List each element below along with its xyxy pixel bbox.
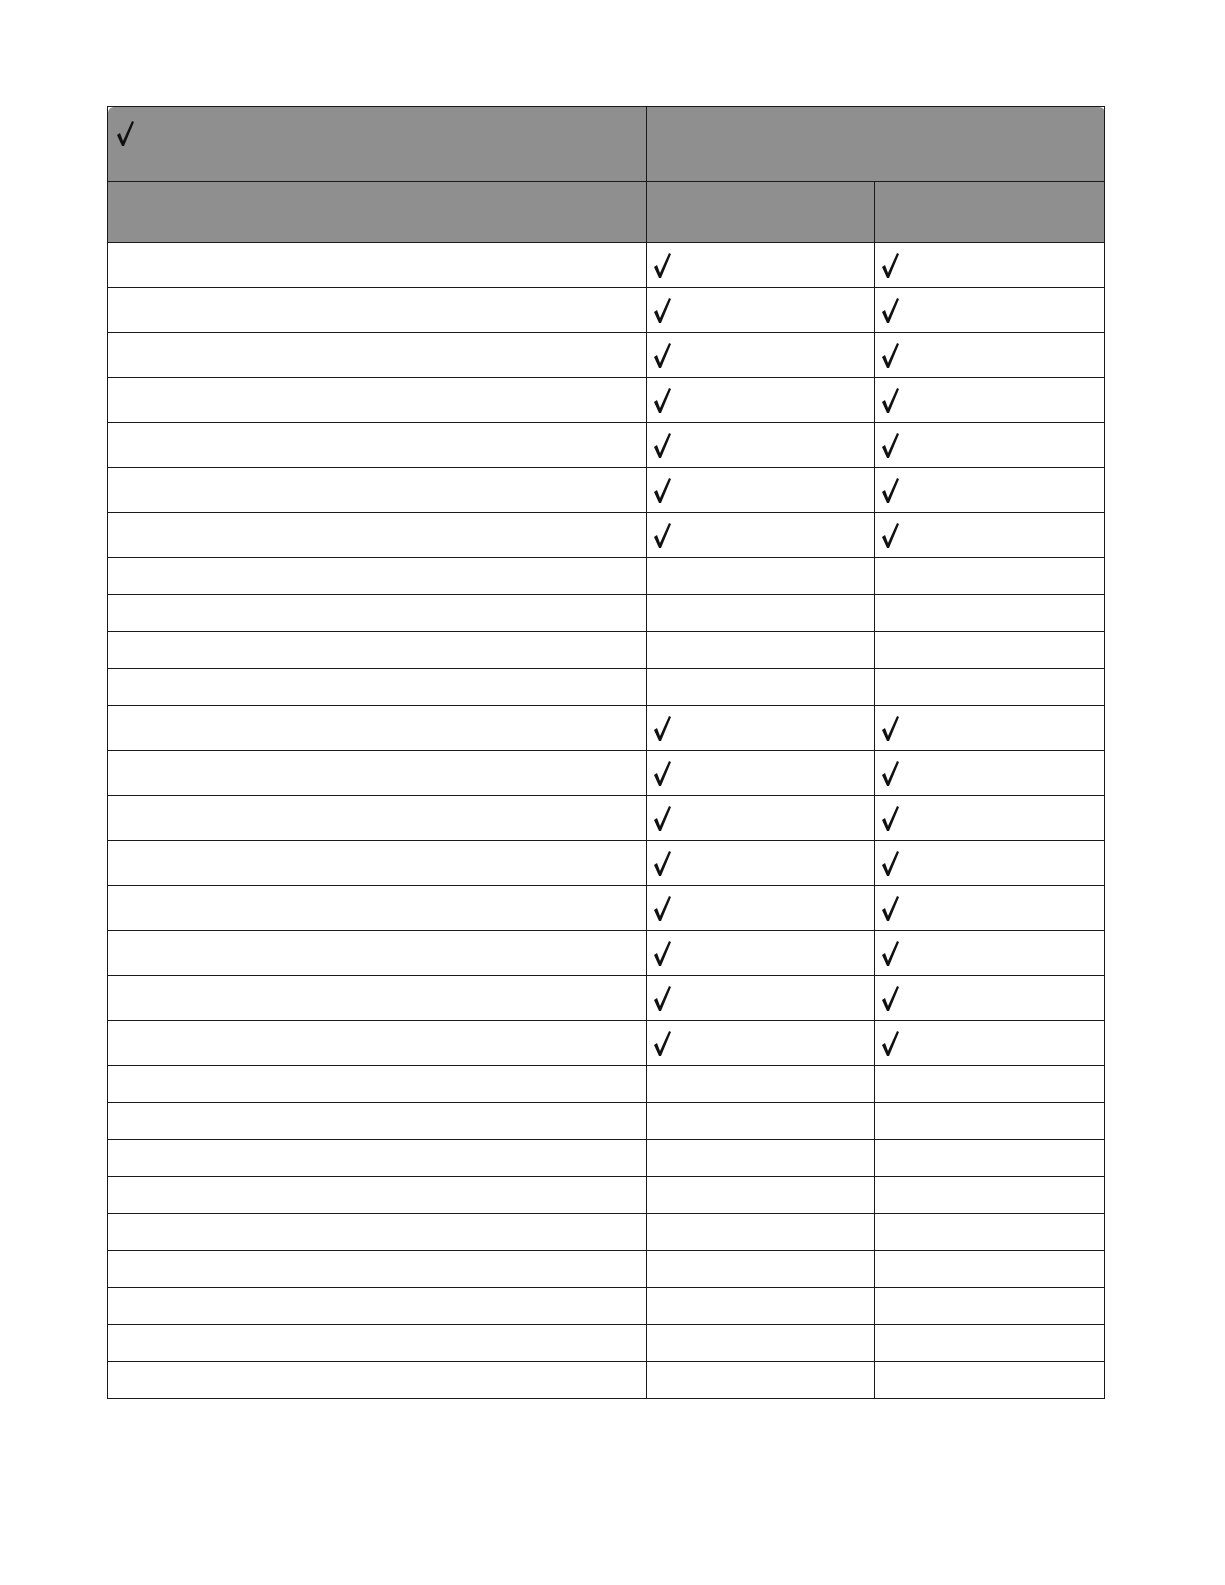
checkmark-icon: [653, 341, 673, 369]
cell-option-2: [874, 513, 1104, 558]
cell-option-1: [647, 1362, 874, 1399]
checkmark-icon: [881, 341, 901, 369]
header-cell-option-2: [874, 182, 1104, 243]
table-row: [108, 1140, 1105, 1177]
cell-option-1: [647, 1103, 874, 1140]
cell-option-2: [874, 1362, 1104, 1399]
checkmark-icon: [881, 714, 901, 742]
table-body: [108, 243, 1105, 1399]
cell-option-1: [647, 1140, 874, 1177]
cell-item: [108, 558, 647, 595]
cell-option-1: [647, 288, 874, 333]
cell-option-1: [647, 1021, 874, 1066]
cell-item: [108, 976, 647, 1021]
cell-item: [108, 333, 647, 378]
cell-option-2: [874, 796, 1104, 841]
cell-item: [108, 513, 647, 558]
table-row: [108, 886, 1105, 931]
checkmark-icon: [653, 251, 673, 279]
cell-option-2: [874, 1325, 1104, 1362]
cell-item: [108, 468, 647, 513]
cell-option-2: [874, 423, 1104, 468]
cell-option-2: [874, 595, 1104, 632]
cell-option-2: [874, 669, 1104, 706]
cell-item: [108, 1177, 647, 1214]
checkmark-icon: [653, 1029, 673, 1057]
cell-item: [108, 1140, 647, 1177]
table-row: [108, 423, 1105, 468]
header-row-columns: [108, 182, 1105, 243]
table-row: [108, 1103, 1105, 1140]
checkmark-icon: [653, 894, 673, 922]
cell-option-2: [874, 1214, 1104, 1251]
header-cell-group: [647, 107, 1105, 182]
table-row: [108, 1251, 1105, 1288]
table-row: [108, 706, 1105, 751]
checkmark-icon: [881, 759, 901, 787]
cell-item: [108, 886, 647, 931]
checkmark-icon: [881, 939, 901, 967]
checkmark-icon: [881, 296, 901, 324]
checkmark-icon: [653, 984, 673, 1012]
table-row: [108, 558, 1105, 595]
table-row: [108, 243, 1105, 288]
cell-option-1: [647, 931, 874, 976]
cell-item: [108, 1325, 647, 1362]
cell-option-1: [647, 976, 874, 1021]
cell-item: [108, 796, 647, 841]
cell-item: [108, 595, 647, 632]
cell-option-2: [874, 558, 1104, 595]
table-row: [108, 1288, 1105, 1325]
checkmark-icon: [881, 431, 901, 459]
cell-option-2: [874, 976, 1104, 1021]
checkmark-icon: [881, 894, 901, 922]
cell-option-2: [874, 1140, 1104, 1177]
header-cell-item: [108, 182, 647, 243]
table-row: [108, 468, 1105, 513]
cell-item: [108, 1362, 647, 1399]
cell-option-1: [647, 886, 874, 931]
cell-item: [108, 1288, 647, 1325]
cell-item: [108, 1021, 647, 1066]
cell-option-1: [647, 595, 874, 632]
checkmark-icon: [653, 431, 673, 459]
cell-option-2: [874, 1066, 1104, 1103]
cell-option-1: [647, 1177, 874, 1214]
cell-item: [108, 1214, 647, 1251]
cell-item: [108, 1251, 647, 1288]
cell-option-2: [874, 1251, 1104, 1288]
cell-option-1: [647, 378, 874, 423]
checkmark-icon: [881, 1029, 901, 1057]
table-row: [108, 751, 1105, 796]
table-row: [108, 1214, 1105, 1251]
checkmark-icon: [653, 521, 673, 549]
table-row: [108, 288, 1105, 333]
cell-option-2: [874, 1288, 1104, 1325]
checkmark-icon: [653, 849, 673, 877]
checkmark-icon: [653, 804, 673, 832]
table-row: [108, 1362, 1105, 1399]
cell-item: [108, 378, 647, 423]
header-row-top: [108, 107, 1105, 182]
cell-option-1: [647, 1066, 874, 1103]
cell-item: [108, 751, 647, 796]
cell-option-1: [647, 423, 874, 468]
cell-item: [108, 669, 647, 706]
cell-option-1: [647, 796, 874, 841]
table-row: [108, 513, 1105, 558]
cell-option-2: [874, 1021, 1104, 1066]
table-row: [108, 333, 1105, 378]
cell-option-1: [647, 669, 874, 706]
table-row: [108, 796, 1105, 841]
cell-option-2: [874, 751, 1104, 796]
cell-option-1: [647, 468, 874, 513]
table-row: [108, 1325, 1105, 1362]
support-matrix-table: [107, 106, 1105, 1399]
table-row: [108, 632, 1105, 669]
checkmark-icon: [653, 759, 673, 787]
checkmark-icon: [653, 386, 673, 414]
cell-option-1: [647, 841, 874, 886]
cell-option-2: [874, 378, 1104, 423]
cell-option-2: [874, 1177, 1104, 1214]
cell-item: [108, 632, 647, 669]
cell-option-1: [647, 333, 874, 378]
header-cell-legend: [108, 107, 647, 182]
cell-item: [108, 931, 647, 976]
cell-option-2: [874, 243, 1104, 288]
cell-option-1: [647, 706, 874, 751]
table-row: [108, 976, 1105, 1021]
cell-option-2: [874, 841, 1104, 886]
cell-option-2: [874, 632, 1104, 669]
cell-item: [108, 243, 647, 288]
cell-option-2: [874, 706, 1104, 751]
table-row: [108, 1021, 1105, 1066]
table-row: [108, 669, 1105, 706]
checkmark-icon: [653, 714, 673, 742]
table-row: [108, 1066, 1105, 1103]
checkmark-icon: [881, 984, 901, 1012]
cell-option-1: [647, 1288, 874, 1325]
cell-option-2: [874, 333, 1104, 378]
checkmark-icon: [116, 119, 136, 147]
table-row: [108, 1177, 1105, 1214]
cell-option-1: [647, 513, 874, 558]
checkmark-icon: [653, 476, 673, 504]
cell-option-1: [647, 1251, 874, 1288]
checkmark-icon: [881, 804, 901, 832]
checkmark-icon: [881, 251, 901, 279]
cell-option-1: [647, 632, 874, 669]
table-row: [108, 595, 1105, 632]
cell-option-2: [874, 468, 1104, 513]
cell-option-1: [647, 1214, 874, 1251]
checkmark-icon: [653, 296, 673, 324]
cell-item: [108, 841, 647, 886]
cell-item: [108, 706, 647, 751]
cell-item: [108, 1103, 647, 1140]
cell-option-2: [874, 1103, 1104, 1140]
table-row: [108, 931, 1105, 976]
checkmark-icon: [881, 521, 901, 549]
cell-option-2: [874, 886, 1104, 931]
checkmark-icon: [881, 386, 901, 414]
table-row: [108, 841, 1105, 886]
cell-item: [108, 1066, 647, 1103]
table-row: [108, 378, 1105, 423]
cell-option-1: [647, 558, 874, 595]
checkmark-icon: [881, 476, 901, 504]
cell-option-1: [647, 243, 874, 288]
checkmark-icon: [881, 849, 901, 877]
cell-option-2: [874, 931, 1104, 976]
cell-item: [108, 423, 647, 468]
checkmark-icon: [653, 939, 673, 967]
cell-option-2: [874, 288, 1104, 333]
header-cell-option-1: [647, 182, 874, 243]
cell-item: [108, 288, 647, 333]
cell-option-1: [647, 751, 874, 796]
cell-option-1: [647, 1325, 874, 1362]
